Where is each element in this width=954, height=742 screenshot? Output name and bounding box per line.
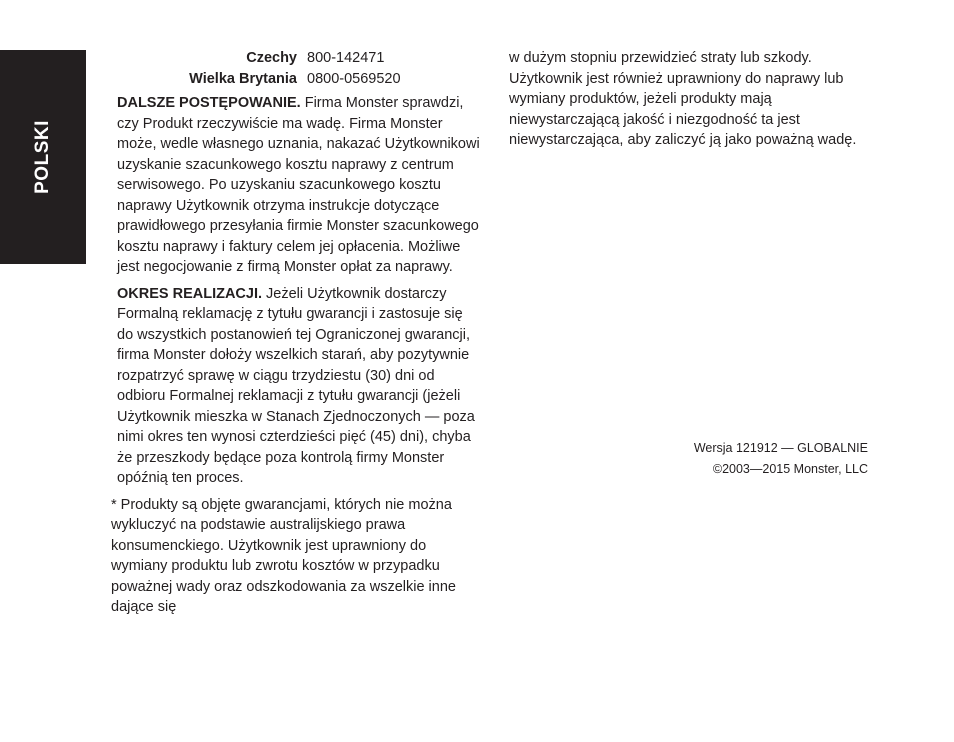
footnote-paragraph: * Produkty są objęte gwarancjami, których nie można wykluczyć na podstawie australijskiego prawa konsumenckiego. Użytkownik jest uprawniony do wymiany produktu lub zwrotu kosztów w przypadku poważnej wady oraz odszkodowania za wszelkie inne dające się bbox=[111, 496, 456, 615]
further-procedure-text: Firma Monster sprawdzi, czy Produkt rzeczywiście ma wadę. Firma Monster może, wedle własnego uznania, nakazać Użytkownikowi uzyskanie szacunkowego kosztu naprawy z centrum serwisowego. Po uzyskaniu szacunkowego kosztu naprawy Użytkownik otrzyma instrukcje dotyczące prawidłowego przesyłania firmie Monster szacunkowego kosztu naprawy i faktury celem jej opłacenia. Możliwe jest negocjowanie z firmą Monster opłat za naprawy. bbox=[117, 95, 480, 275]
version-line: Wersja 121912 — GLOBALNIE bbox=[693, 441, 868, 455]
scope-paragraph bbox=[117, 284, 482, 489]
further-procedure-heading: DALSZE POSTĘPOWANIE. bbox=[117, 95, 301, 111]
version-info bbox=[694, 438, 868, 479]
phone-list bbox=[160, 48, 401, 89]
phone-number: 0800-0569520 bbox=[307, 70, 401, 87]
copyright-line: ©2003—2015 Monster, LLC bbox=[712, 461, 868, 476]
right-column bbox=[509, 48, 879, 151]
phone-number: 800-142471 bbox=[307, 50, 385, 66]
phone-row-czech bbox=[160, 48, 401, 69]
left-column bbox=[111, 93, 482, 624]
further-procedure-paragraph bbox=[117, 93, 482, 278]
language-label: POLSKI bbox=[32, 120, 53, 194]
phone-row-uk bbox=[160, 69, 401, 90]
scope-text: Jeżeli Użytkownik dostarczy Formalną reklamację z tytułu gwarancji i zastosuje się do wszystkich postanowień tej Ograniczonej gwarancji, firma Monster dołoży wszelkich starań, aby pozytywnie rozpatrzyć sprawę w ciągu trzydziestu (30) dni od odbioru Formalnej reklamacji z tytułu gwarancji (jeżeli Użytkownik mieszka w Stanach Zjednoczonych — poza nimi okres ten wynosi czterdzieści pięć (45) dni), chyba że przeszkody będące poza kontrolą firmy Monster opóźnią ten proces. bbox=[117, 285, 475, 486]
phone-country: Wielka Brytania bbox=[189, 70, 297, 87]
scope-heading: OKRES REALIZACJI. bbox=[117, 285, 263, 302]
phone-country: Czechy bbox=[246, 50, 297, 66]
right-column-text: w dużym stopniu przewidzieć straty lub szkody. Użytkownik jest również uprawniony do naprawy lub wymiany produktów, jeżeli produkty mają niewystarczającą jakość i niezgodność ta jest niewystarczająca, aby zaliczyć ją jako poważną wadę. bbox=[509, 50, 857, 148]
